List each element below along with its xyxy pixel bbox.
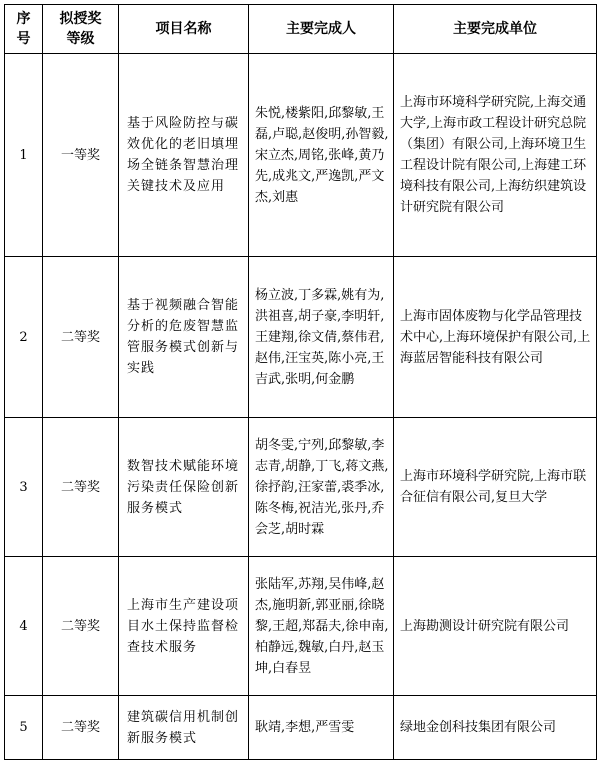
row-people: 杨立波,丁多霖,姚有为,洪祖喜,胡子豪,李明轩,王建翔,徐文倩,蔡伟君,赵伟,汪宝英,陈小亮,王吉武,张明,何金鹏: [249, 257, 394, 418]
row-project-name: 数智技术赋能环境污染责任保险创新服务模式: [119, 418, 249, 557]
table-row: [5, 418, 597, 557]
header-people: 主要完成人: [249, 5, 394, 54]
row-people: 张陆军,苏翔,吴伟峰,赵杰,施明新,郭亚丽,徐晓黎,王超,郑磊夫,徐申南,柏静远,魏敏,白丹,赵玉坤,白春昱: [249, 557, 394, 696]
row-project-name: 上海市生产建设项目水土保持监督检查技术服务: [119, 557, 249, 696]
row-level: 二等奖: [43, 696, 119, 760]
row-no: 1: [5, 54, 43, 257]
row-people: 朱悦,楼紫阳,邱黎敏,王磊,卢聪,赵俊明,孙智毅,宋立杰,周铭,张峰,黄乃先,成兆文,严逸凯,严文杰,刘惠: [249, 54, 394, 257]
header-row: [5, 5, 597, 54]
table-row: [5, 557, 597, 696]
row-units: 上海市环境科学研究院,上海交通大学,上海市政工程设计研究总院（集团）有限公司,上海环境卫生工程设计院有限公司,上海建工环境科技有限公司,上海纺织建筑设计研究院有限公司: [394, 54, 597, 257]
award-table: [4, 4, 597, 760]
row-level: 一等奖: [43, 54, 119, 257]
table-row: [5, 696, 597, 760]
row-units: 上海勘测设计研究院有限公司: [394, 557, 597, 696]
row-people: 胡冬雯,宁列,邱黎敏,李志青,胡静,丁飞,蒋文燕,徐抒韵,汪家蕾,裘季冰,陈冬梅,祝洁光,张丹,乔会芝,胡时霖: [249, 418, 394, 557]
table-row: [5, 257, 597, 418]
header-level-line2: 等级: [66, 31, 95, 47]
header-level-line1: 拟授奖: [59, 11, 102, 27]
row-no: 3: [5, 418, 43, 557]
table-row: [5, 54, 597, 257]
header-no-line2: 号: [16, 31, 31, 47]
row-no: 4: [5, 557, 43, 696]
header-name: 项目名称: [119, 5, 249, 54]
row-project-name: 基于风险防控与碳效优化的老旧填埋场全链条智慧治理关键技术及应用: [119, 54, 249, 257]
header-level: [43, 5, 119, 54]
row-units: 上海市固体废物与化学品管理技术中心,上海环境保护有限公司,上海蓝居智能科技有限公司: [394, 257, 597, 418]
header-no: [5, 5, 43, 54]
row-units: 绿地金创科技集团有限公司: [394, 696, 597, 760]
header-units: 主要完成单位: [394, 5, 597, 54]
row-units: 上海市环境科学研究院,上海市联合征信有限公司,复旦大学: [394, 418, 597, 557]
row-no: 2: [5, 257, 43, 418]
row-people: 耿靖,李想,严雪雯: [249, 696, 394, 760]
header-no-line1: 序: [16, 11, 31, 27]
row-level: 二等奖: [43, 257, 119, 418]
row-no: 5: [5, 696, 43, 760]
row-level: 二等奖: [43, 557, 119, 696]
row-project-name: 建筑碳信用机制创新服务模式: [119, 696, 249, 760]
row-level: 二等奖: [43, 418, 119, 557]
row-project-name: 基于视频融合智能分析的危废智慧监管服务模式创新与实践: [119, 257, 249, 418]
